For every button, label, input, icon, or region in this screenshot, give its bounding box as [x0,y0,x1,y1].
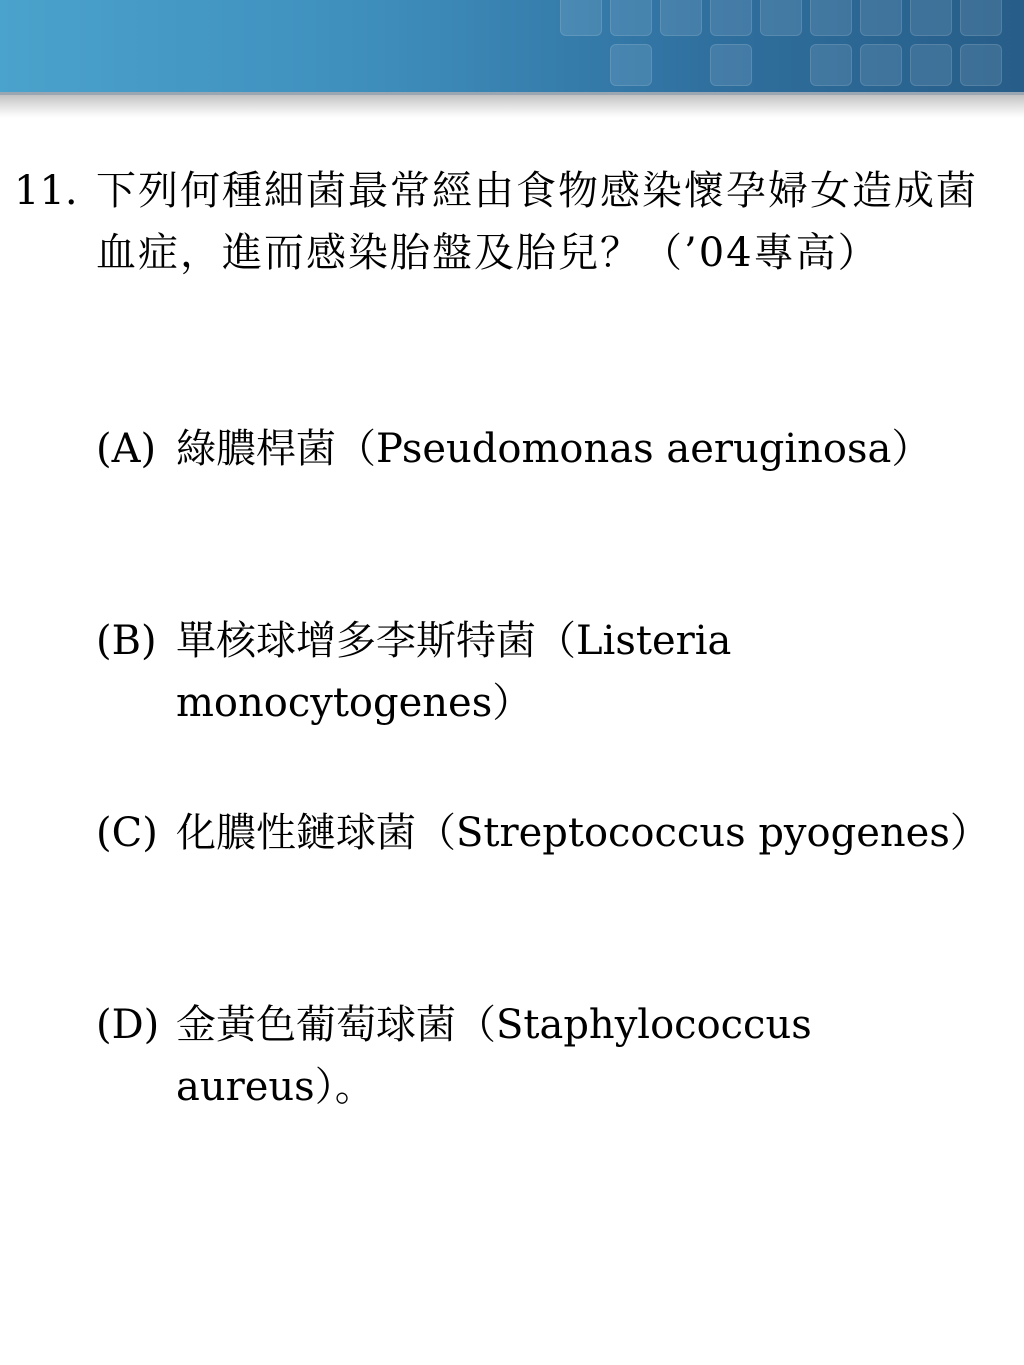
banner-tile [760,0,802,36]
banner-shadow [0,92,1024,118]
banner-tile [810,44,852,86]
option-text: 化膿性鏈球菌（Streptococcus pyogenes） [176,810,990,856]
banner-tile [710,44,752,86]
header-banner [0,0,1024,92]
banner-tile [710,0,752,36]
banner-tile [910,44,952,86]
banner-tile [860,0,902,36]
banner-tile [810,0,852,36]
banner-tile [960,44,1002,86]
banner-tile [960,0,1002,36]
option-label: (C) [96,810,158,856]
option-text: 單核球增多李斯特菌（Listeria monocytogenes） [176,618,732,726]
option-text: 金黃色葡萄球菌（Staphylococcus aureus）。 [176,1002,812,1110]
option-label: (B) [96,618,157,664]
banner-tile [860,44,902,86]
banner-tile [560,0,602,36]
banner-tile [660,0,702,36]
banner-divider [0,92,1024,95]
banner-tile [610,44,652,86]
option-text: 綠膿桿菌（Pseudomonas aeruginosa） [176,426,932,472]
question-text: 下列何種細菌最常經由食物感染懷孕婦女造成菌血症，進而感染胎盤及胎兒？（’04專高） [96,168,978,276]
banner-tile [910,0,952,36]
option-label: (D) [96,1002,160,1048]
option-label: (A) [96,426,157,472]
banner-tile [610,0,652,36]
question-number: 11. [14,168,78,214]
